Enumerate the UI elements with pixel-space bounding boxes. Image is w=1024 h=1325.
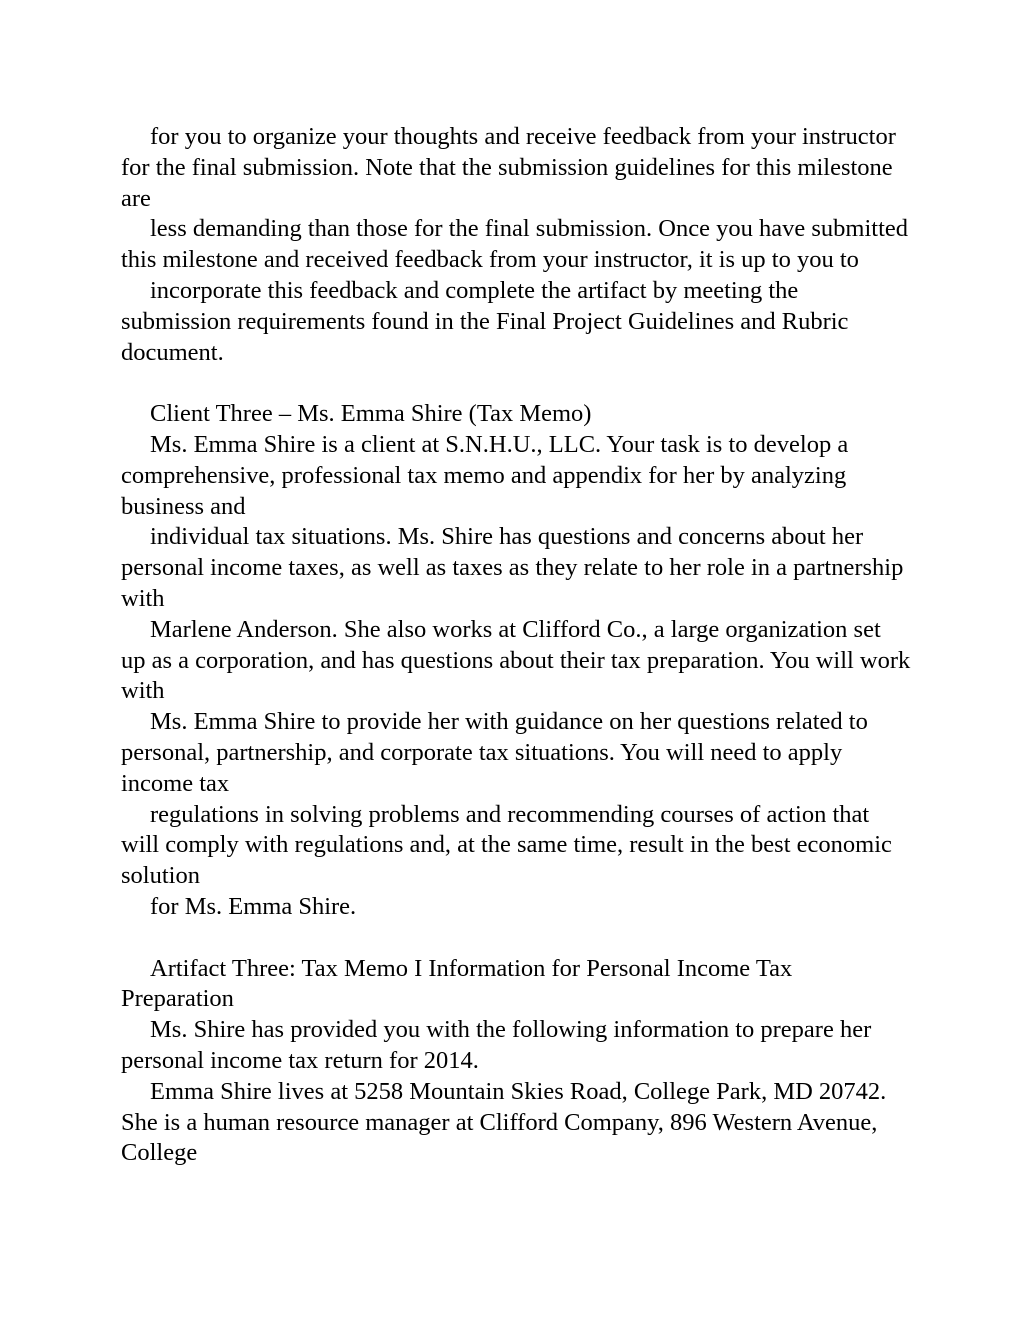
paragraph-client-2: individual tax situations. Ms. Shire has questions and concerns about her personal income taxes, as well as taxes as they relate to her role in a partnership with bbox=[121, 523, 904, 612]
blank-line bbox=[121, 368, 911, 399]
section-heading-artifact-three: Artifact Three: Tax Memo I Information for Personal Income Tax Preparation bbox=[121, 954, 793, 1013]
blank-line bbox=[121, 923, 911, 954]
paragraph-client-4: Ms. Emma Shire to provide her with guidance on her questions related to personal, partnership, and corporate tax situations. You will need to apply income tax bbox=[121, 708, 868, 797]
paragraph-artifact-1: Ms. Shire has provided you with the following information to prepare her personal income tax return for 2014. bbox=[121, 1016, 872, 1074]
section-heading-client-three: Client Three – Ms. Emma Shire (Tax Memo) bbox=[150, 400, 592, 428]
paragraph-intro-2: less demanding than those for the final submission. Once you have submitted this milestone and received feedback from your instructor, it is up to you to bbox=[121, 215, 909, 274]
document-page bbox=[121, 122, 911, 1169]
paragraph-intro-1: for you to organize your thoughts and receive feedback from your instructor for the final submission. Note that the submission guidelines for this milestone are bbox=[121, 123, 896, 212]
paragraph-client-5: regulations in solving problems and recommending courses of action that will comply with regulations and, at the same time, result in the best economic solution bbox=[121, 800, 892, 890]
paragraph-intro-3: incorporate this feedback and complete the artifact by meeting the submission requirements found in the Final Project Guidelines and Rubric document. bbox=[121, 276, 849, 366]
paragraph-client-6: for Ms. Emma Shire. bbox=[150, 892, 357, 920]
paragraph-client-1: Ms. Emma Shire is a client at S.N.H.U., LLC. Your task is to develop a comprehensive, professional tax memo and appendix for her by analyzing business and bbox=[121, 430, 849, 520]
paragraph-artifact-2: Emma Shire lives at 5258 Mountain Skies Road, College Park, MD 20742. She is a human resource manager at Clifford Company, 896 Western Avenue, College bbox=[121, 1077, 887, 1167]
paragraph-client-3: Marlene Anderson. She also works at Clifford Co., a large organization set up as a corporation, and has questions about their tax preparation. You will work with bbox=[121, 615, 911, 705]
